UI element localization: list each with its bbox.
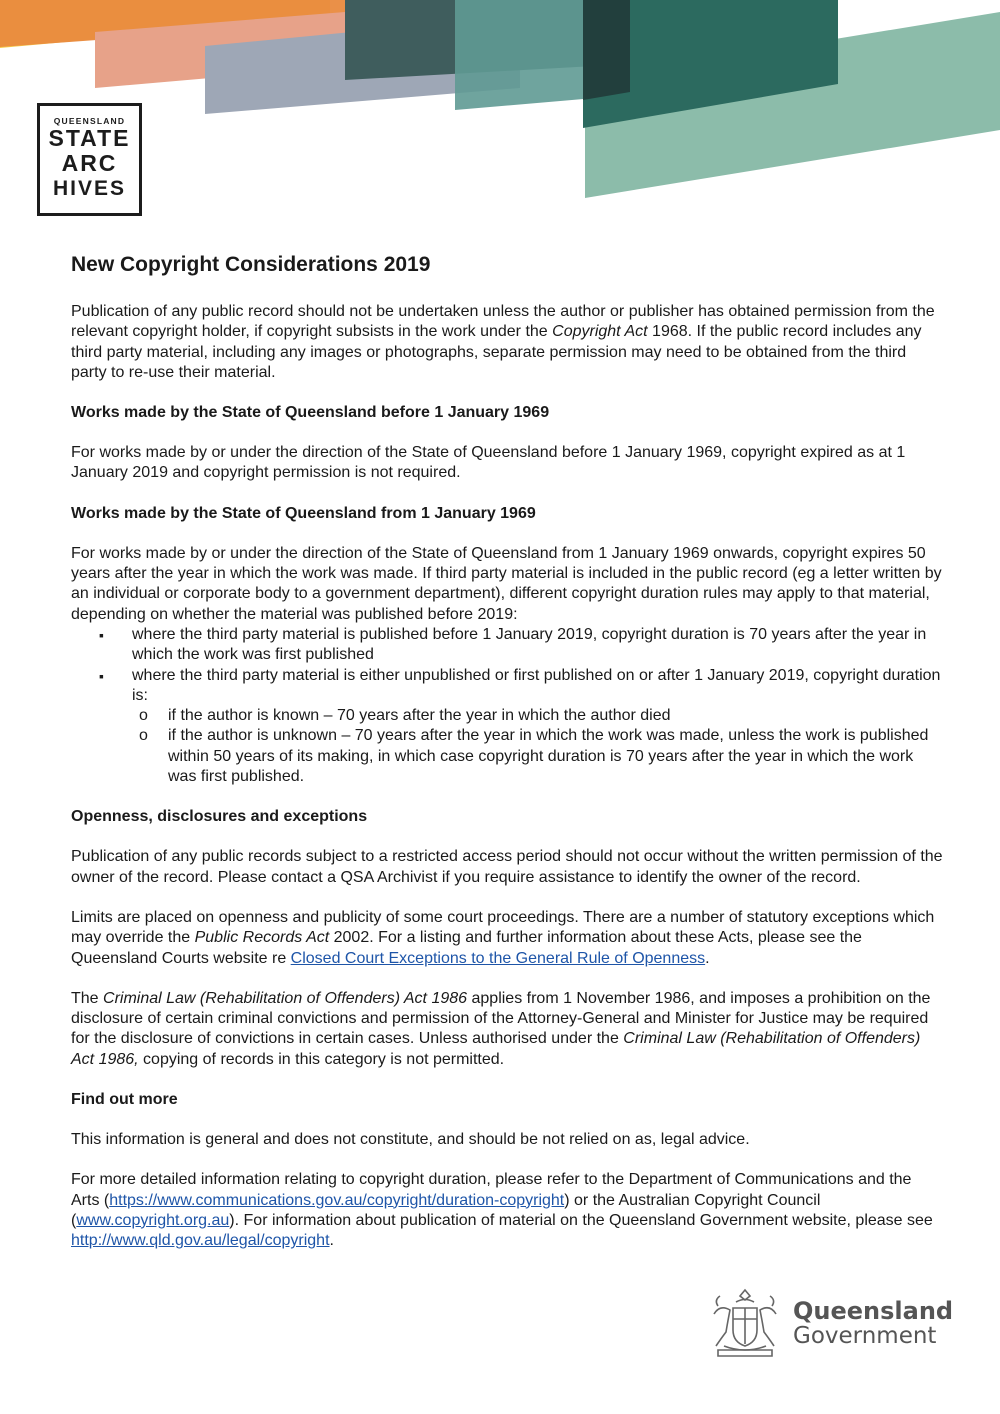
paragraph-more-info: For more detailed information relating to copyright duration, please refer to the Department of Communications and the Arts (https://www.communications.gov.au/copyright/duration-copyright) or the Australian Copyright Council (www.copyright.org.au). For information about publication of material on the Queensland Government website, please see http://www.qld.gov.au/legal/copyright. (71, 1171, 933, 1250)
duration-sublist (132, 706, 943, 787)
qld-gov-copyright-link[interactable]: http://www.qld.gov.au/legal/copyright (71, 1232, 330, 1250)
sub-list-item: o if the author is known – 70 years after the year in which the author died (132, 706, 943, 726)
heading-openness: Openness, disclosures and exceptions (71, 808, 368, 826)
intro-paragraph: Publication of any public record should not be undertaken unless the author or publisher has obtained permission from the relevant copyright holder, if copyright subsists in the work under the Copyright Act 1968. If the public record includes any third party material, including any images or photographs, separate permission may need to be obtained from the third party to re-use their material. (71, 303, 935, 381)
qgov-wordmark-queensland: Queensland (793, 1297, 954, 1325)
paragraph-disclaimer: This information is general and does not constitute, and should be not relied on as, legal advice. (71, 1131, 750, 1149)
communications-gov-link[interactable]: https://www.communications.gov.au/copyright/duration-copyright (109, 1191, 565, 1209)
list-item: ▪ where the third party material is published before 1 January 2019, copyright duration is 70 years after the year in which the work was first published (71, 625, 943, 666)
duration-rules-list (71, 625, 943, 787)
heading-from-1969: Works made by the State of Queensland from 1 January 1969 (71, 504, 536, 522)
closed-court-exceptions-link[interactable]: Closed Court Exceptions to the General Rule of Openness (290, 949, 706, 967)
list-item: ▪ where the third party material is either unpublished or first published on or after 1 January 2019, copyright duration is: o if the author is known – 70 years after the year in which the author died o if the author is unknown – 70 years after the year in which the work was made, unless the work is published within 50 years of its making, in which case copyright duration is 70 years after the year in which the work was first published. (71, 666, 943, 788)
document-body (71, 252, 943, 1272)
logo-line-queensland: QUEENSLAND (53, 116, 126, 126)
paragraph-restricted-access: Publication of any public records subject to a restricted access period should not occur without the written permission of the owner of the record. Please contact a QSA Archivist if you require assistance to identify the owner of the record. (71, 848, 943, 886)
qsa-logo (37, 103, 142, 216)
qgov-wordmark-government: Government (793, 1323, 937, 1349)
logo-line-state: STATE (48, 125, 131, 151)
paragraph-before-1969: For works made by or under the direction of the State of Queensland before 1 January 1969, copyright expired as at 1 January 2019 and copyright permission is not required. (71, 444, 906, 482)
page-title: New Copyright Considerations 2019 (71, 253, 431, 276)
copyright-council-link[interactable]: www.copyright.org.au (76, 1211, 230, 1229)
paragraph-criminal-law: The Criminal Law (Rehabilitation of Offenders) Act 1986 applies from 1 November 1986, and imposes a prohibition on the disclosure of certain criminal convictions and permission of the Attorney-General and Minister for Justice may be required for the disclosure of convictions in certain cases. Unless authorised under the Criminal Law (Rehabilitation of Offenders) Act 1986, copying of records in this category is not permitted. (71, 989, 931, 1068)
heading-before-1969: Works made by the State of Queensland before 1 January 1969 (71, 404, 550, 422)
banner-shadow-band (583, 0, 630, 100)
queensland-government-logo (706, 1284, 954, 1364)
copyright-act-citation: Copyright Act (552, 323, 648, 341)
sub-list-item: o if the author is unknown – 70 years after the year in which the work was made, unless the work is published within 50 years of its making, in which case copyright duration is 70 years after the year in which the work was first published. (132, 726, 943, 787)
paragraph-from-1969: For works made by or under the direction of the State of Queensland from 1 January 1969 onwards, copyright expires 50 years after the year in which the work was made. If third party material is included in the public record (eg a letter written by an individual or corporate body to a government department), different copyright duration rules may apply to that material, depending on whether the material was published before 2019: (71, 544, 942, 623)
criminal-law-act-citation: Criminal Law (Rehabilitation of Offenders) Act 1986 (103, 989, 468, 1007)
paragraph-court-limits: Limits are placed on openness and publicity of some court proceedings. There are a number of statutory exceptions which may override the Public Records Act 2002. For a listing and further information about these Acts, please see the Queensland Courts website re Closed Court Exceptions to the General Rule of Openness. (71, 908, 935, 967)
heading-find-out-more: Find out more (71, 1091, 178, 1109)
decorative-banner (0, 0, 1000, 200)
logo-line-hives: HIVES (52, 177, 127, 200)
criminal-law-act-citation-2: Criminal Law (Rehabilitation of Offenders) Act 1986, (71, 1030, 921, 1068)
public-records-act-citation: Public Records Act (194, 929, 330, 947)
coat-of-arms-icon (706, 1284, 784, 1362)
logo-line-arc: ARC (61, 150, 118, 176)
